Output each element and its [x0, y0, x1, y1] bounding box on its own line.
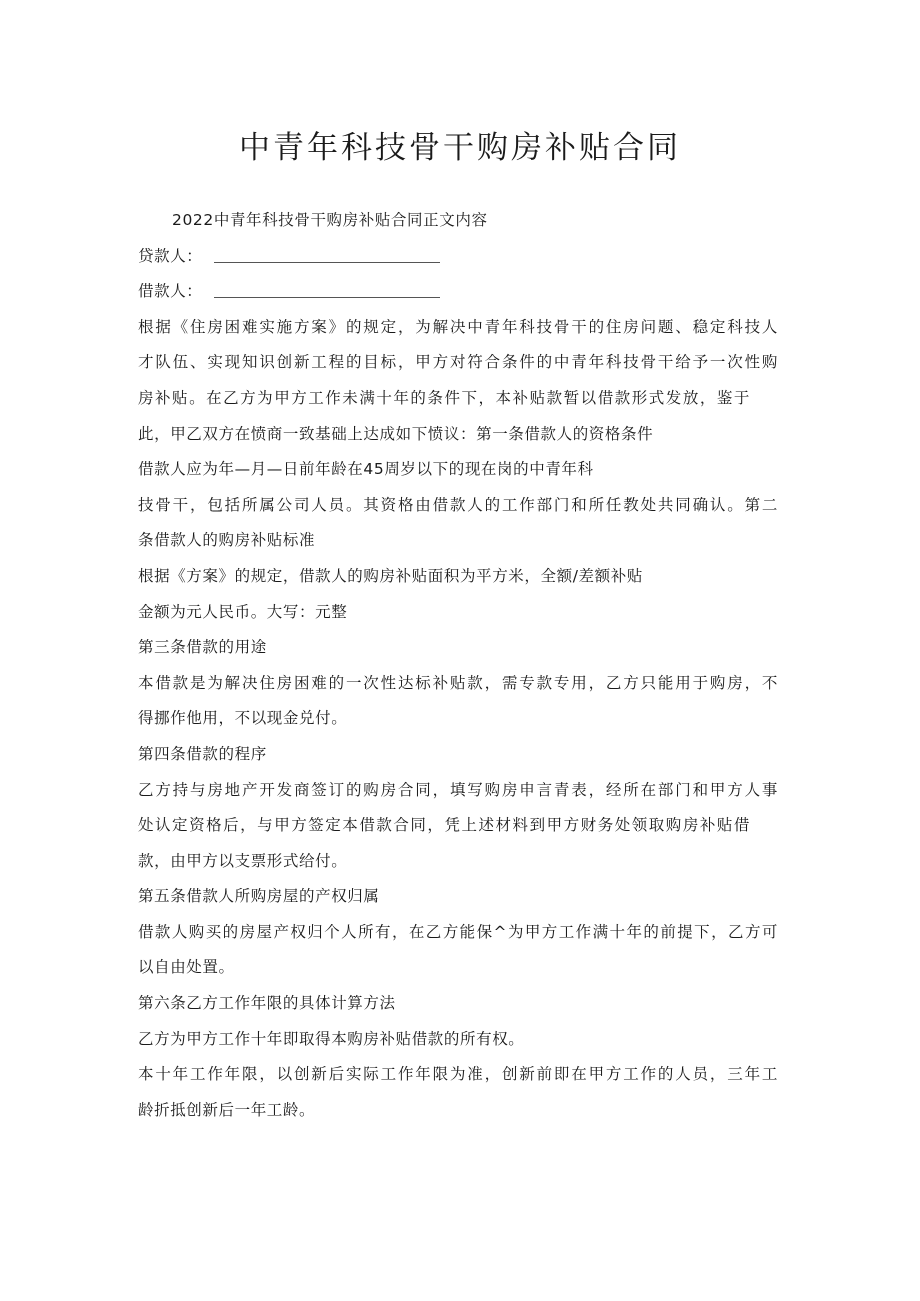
document-body	[138, 203, 778, 1128]
paragraph-line: 乙方持与房地产开发商签订的购房合同，填写购房申言青表，经所在部门和甲方人事	[138, 780, 778, 799]
lender-label: 贷款人：	[138, 246, 203, 265]
borrower-label: 借款人：	[138, 282, 203, 301]
paragraph-line: 乙方为甲方工作十年即取得本购房补贴借款的所有权。	[138, 1029, 525, 1048]
paragraph-line: 处认定资格后，与甲方签定本借款合同，凭上述材料到甲方财务处领取购房补贴借	[138, 816, 750, 835]
clause-heading: 第六条乙方工作年限的具体计算方法	[138, 994, 396, 1013]
paragraph-line: 根据《住房困难实施方案》的规定，为解决中青年科技骨干的住房问题、稳定科技人	[138, 317, 778, 336]
clause-heading: 第五条借款人所购房屋的产权归属	[138, 887, 380, 906]
clause-heading: 第三条借款的用途	[138, 638, 267, 657]
lender-blank[interactable]	[214, 242, 440, 263]
paragraph-line: 金额为元人民币。大写：元整	[138, 602, 348, 621]
paragraph-line: 款，由甲方以支票形式给付。	[138, 851, 348, 870]
paragraph-line: 龄折抵创新后一年工龄。	[138, 1100, 316, 1119]
page-title: 中青年科技骨干购房补贴合同	[239, 130, 681, 166]
paragraph-line: 以自由处置。	[138, 958, 235, 977]
paragraph-line: 得挪作他用，不以现金兑付。	[138, 709, 348, 728]
clause-heading: 条借款人的购房补贴标准	[138, 531, 316, 550]
paragraph-line: 本十年工作年限，以创新后实际工作年限为准，创新前即在甲方工作的人员，三年工	[138, 1065, 778, 1084]
paragraph-line: 房补贴。在乙方为甲方工作未满十年的条件下，本补贴款暂以借款形式发放，鉴于	[138, 388, 750, 407]
clause-heading: 第四条借款的程序	[138, 744, 267, 763]
paragraph-line: 本借款是为解决住房困难的一次性达标补贴款，需专款专用，乙方只能用于购房，不	[138, 673, 778, 692]
subtitle: 2022中青年科技骨干购房补贴合同正文内容	[172, 211, 488, 229]
borrower-blank[interactable]	[214, 277, 440, 298]
borrower-field	[138, 274, 778, 310]
paragraph-line: 此，甲乙双方在愤商一致基础上达成如下愤议：第一条借款人的资格条件	[138, 424, 654, 443]
paragraph-line: 技骨干，包括所属公司人员。其资格由借款人的工作部门和所任教处共同确认。第二	[138, 495, 778, 514]
paragraph-line: 借款人购买的房屋产权归个人所有，在乙方能保^为甲方工作满十年的前提下，乙方可	[138, 922, 778, 941]
paragraph-line: 根据《方案》的规定，借款人的购房补贴面积为平方米，全额/差额补贴	[138, 566, 643, 585]
paragraph-line: 借款人应为年—月—日前年龄在45周岁以下的现在岗的中青年科	[138, 460, 594, 479]
paragraph-line: 才队伍、实现知识创新工程的目标，甲方对符合条件的中青年科技骨干给予一次性购	[138, 353, 778, 372]
lender-field	[138, 239, 778, 275]
